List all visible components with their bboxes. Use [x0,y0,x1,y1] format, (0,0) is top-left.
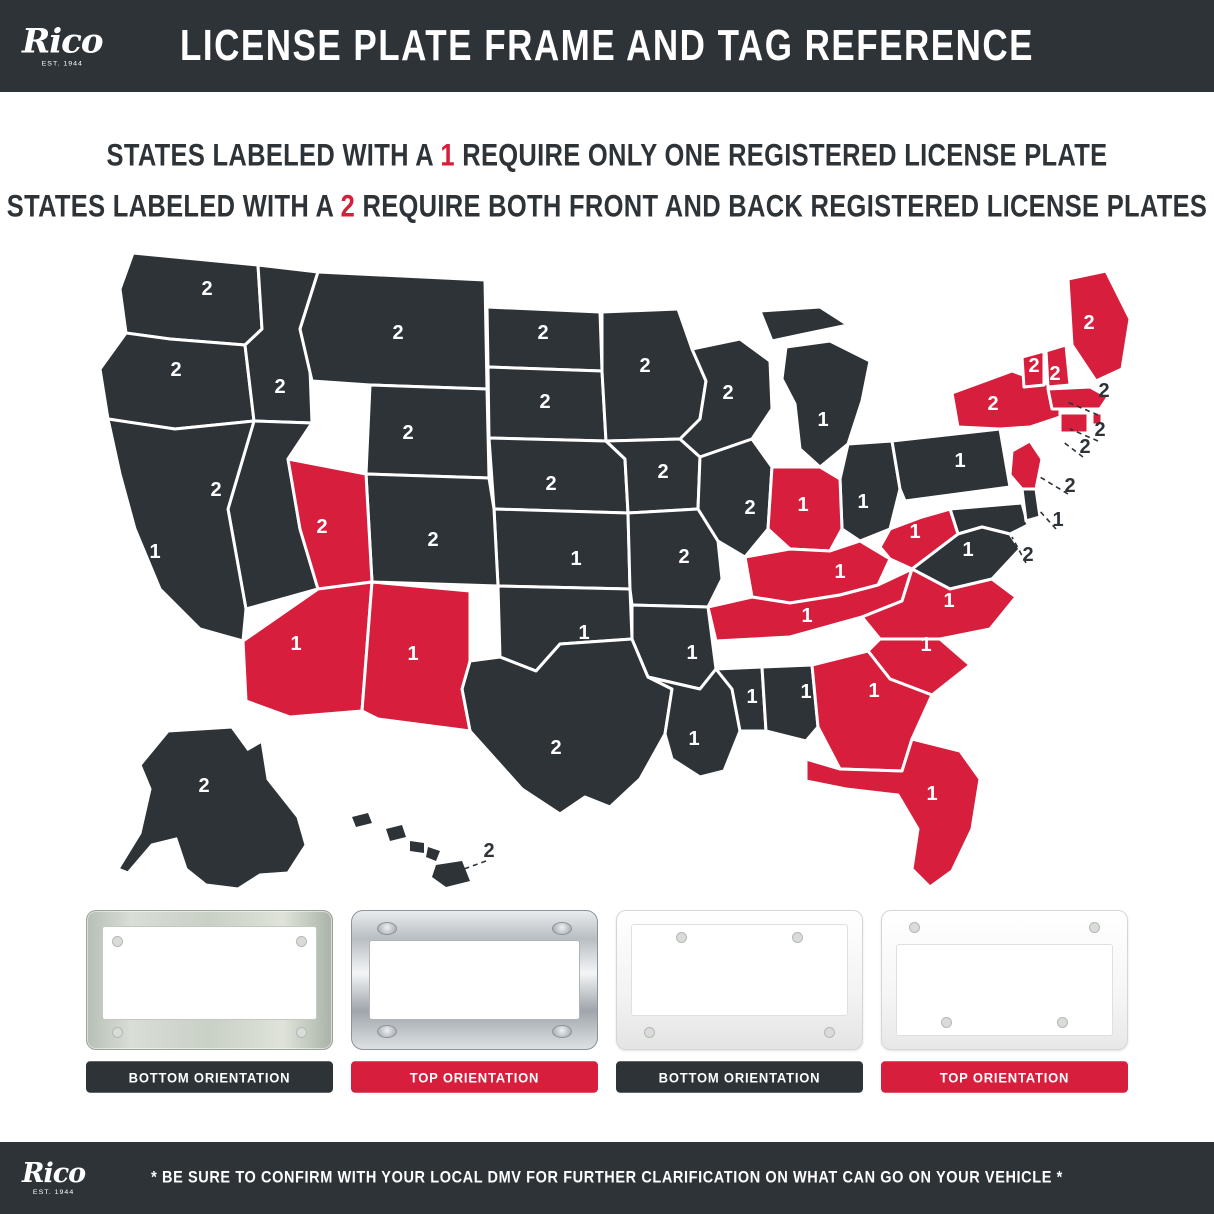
state-or [100,333,254,429]
state-label-sc: 1 [920,634,932,656]
footer-brand-tagline: EST. 1944 [32,1189,75,1196]
state-ca [108,419,254,641]
legend-line1-before: STATES LABELED WITH A [106,138,441,173]
usa-map-svg [0,244,1214,904]
screw-icon [676,932,687,943]
page-title: LICENSE PLATE FRAME AND TAG REFERENCE [179,21,1035,70]
state-label-fl: 1 [926,783,938,805]
state-label-ia: 2 [657,461,669,483]
frame-label-2: TOP ORIENTATION [351,1061,598,1093]
state-al [762,665,818,741]
state-label-pa: 1 [954,450,966,472]
state-label-oh: 1 [857,491,869,513]
bolt-icon [377,922,397,935]
state-label-nm: 1 [407,643,419,665]
state-label-ca: 1 [149,541,161,563]
state-label-ri: 2 [1094,419,1106,441]
state-label-nc: 1 [943,590,955,612]
brand-name: Rico [22,21,103,62]
state-ak [118,727,306,889]
legend-number-2: 2 [340,189,356,224]
state-wa [120,253,262,345]
state-label-tx: 2 [550,737,562,759]
state-label-ct: 2 [1079,436,1091,458]
state-ct [1060,413,1088,433]
frame-gallery [0,910,1214,1092]
state-label-ak: 2 [198,775,210,797]
state-label-de: 1 [1052,509,1064,531]
state-label-mt: 2 [392,322,404,344]
state-label-mn: 2 [639,355,651,377]
state-label-or: 2 [170,359,182,381]
brand-tagline: EST. 1944 [41,60,83,68]
footer-note: * BE SURE TO CONFIRM WITH YOUR LOCAL DMV FOR FURTHER CLARIFICATION ON WHAT CAN GO ON YOUR VEHICLE * [151,1168,1063,1188]
state-label-ny: 2 [987,393,999,415]
frame-card-1[interactable] [86,910,333,1092]
state-label-va: 1 [962,539,974,561]
frame-window-1 [102,926,317,1020]
state-label-al: 1 [800,681,812,703]
state-label-ar: 1 [686,642,698,664]
state-label-ks: 1 [570,548,582,570]
screw-icon [1089,922,1100,933]
legend-line-one-plate [0,139,1214,174]
bolt-icon [552,1025,572,1038]
page-footer [0,1138,1214,1214]
state-label-nh: 2 [1049,363,1061,385]
footer-brand-name: Rico [22,1158,86,1189]
state-label-la: 1 [688,728,700,750]
state-label-mo: 2 [678,546,690,568]
state-label-wa: 2 [201,278,213,300]
screw-icon [824,1027,835,1038]
legend-line1-after: REQUIRE ONLY ONE REGISTERED LICENSE PLATE [454,138,1108,173]
frame-window-3 [631,924,848,1016]
state-nj [1010,441,1042,489]
state-label-ut: 2 [316,516,328,538]
state-label-co: 2 [427,529,439,551]
legend [0,138,1214,224]
frame-label-3: BOTTOM ORIENTATION [616,1061,863,1093]
state-ks [494,509,630,589]
legend-line2-after: REQUIRE BOTH FRONT AND BACK REGISTERED LICENSE PLATES [355,189,1208,224]
state-label-me: 2 [1083,312,1095,334]
footer-brand-logo [22,1160,85,1196]
legend-line2-before: STATES LABELED WITH A [6,189,341,224]
screw-icon [644,1027,655,1038]
state-wy [366,385,489,478]
state-label-wv: 1 [909,521,921,543]
frame-image-2 [351,910,598,1050]
state-label-az: 1 [290,633,302,655]
state-label-ky: 1 [834,561,846,583]
state-label-hi: 2 [483,840,495,862]
state-label-ne: 2 [545,473,557,495]
state-ne [489,438,628,513]
state-label-ma: 2 [1098,380,1110,402]
state-label-il: 2 [744,497,756,519]
frame-image-4 [881,910,1128,1050]
frame-label-1: BOTTOM ORIENTATION [86,1061,333,1093]
screw-icon [909,922,920,933]
frame-card-3[interactable] [616,910,863,1092]
state-label-sd: 2 [539,391,551,413]
state-label-ms: 1 [746,686,758,708]
state-label-id: 2 [274,376,286,398]
frame-window-4 [896,944,1113,1036]
screw-icon [941,1017,952,1028]
frame-card-2[interactable] [351,910,598,1092]
state-label-md: 2 [1022,544,1034,566]
state-de [1022,489,1040,521]
state-hi [352,813,470,887]
state-pa [892,429,1010,501]
state-label-vt: 2 [1028,355,1040,377]
frame-window-2 [369,940,580,1020]
screw-icon [112,936,123,947]
state-label-nj: 2 [1064,475,1076,497]
state-tx [462,639,672,814]
state-label-mi: 1 [817,409,829,431]
state-mn [602,309,706,441]
screw-icon [112,1027,123,1038]
screw-icon [792,932,803,943]
state-label-tn: 1 [801,605,813,627]
state-label-wi: 2 [722,382,734,404]
legend-line-two-plates [0,190,1214,225]
state-oh [840,441,900,541]
page-header [0,0,1214,96]
state-label-nv: 2 [210,479,222,501]
state-label-ga: 1 [868,680,880,702]
bolt-icon [377,1025,397,1038]
state-label-in: 1 [797,494,809,516]
frame-image-3 [616,910,863,1050]
state-label-ok: 1 [578,622,590,644]
frame-image-1 [86,910,333,1050]
frame-label-4: TOP ORIENTATION [881,1061,1128,1093]
bolt-icon [552,922,572,935]
frame-card-4[interactable] [881,910,1128,1092]
screw-icon [1057,1017,1068,1028]
legend-number-1: 1 [440,138,455,173]
state-label-wy: 2 [402,422,414,444]
state-me [1068,271,1130,381]
screw-icon [296,1027,307,1038]
state-label-nd: 2 [537,322,549,344]
usa-map [0,244,1214,904]
screw-icon [296,936,307,947]
